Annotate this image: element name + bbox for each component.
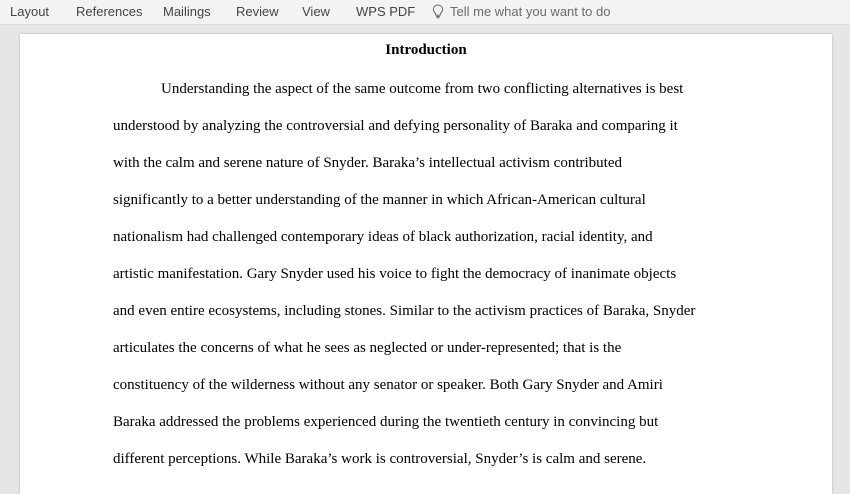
ribbon-tab-bar [0, 0, 850, 25]
paragraph-line: significantly to a better understanding of the manner in which African-American cultural [113, 192, 646, 208]
tab-view[interactable]: View [302, 4, 330, 19]
paragraph-line: Understanding the aspect of the same outcome from two conflicting alternatives is best [161, 81, 684, 97]
document-page[interactable] [20, 34, 832, 494]
paragraph-line: with the calm and serene nature of Snyder. Baraka’s intellectual activism contributed [113, 155, 622, 171]
paragraph-line: different perceptions. While Baraka’s work is controversial, Snyder’s is calm and serene. [113, 451, 647, 467]
paragraph-line: understood by analyzing the controversial and defying personality of Baraka and comparing it [113, 118, 678, 134]
paragraph-line: constituency of the wilderness without any senator or speaker. Both Gary Snyder and Amiri [113, 377, 663, 393]
body-paragraph [113, 75, 773, 482]
paragraph-line: Baraka addressed the problems experienced during the twentieth century in convincing but [113, 414, 659, 430]
paragraph-line: artistic manifestation. Gary Snyder used his voice to fight the democracy of inanimate objects [113, 266, 677, 282]
tell-me-search[interactable] [432, 4, 610, 19]
tab-references[interactable]: References [76, 4, 143, 19]
lightbulb-icon [432, 4, 444, 19]
paragraph-line: articulates the concerns of what he sees as neglected or under-represented; that is the [113, 340, 622, 356]
tab-review[interactable]: Review [236, 4, 279, 19]
paragraph-line: and even entire ecosystems, including stones. Similar to the activism practices of Baraka, Snyder [113, 303, 696, 319]
tell-me-placeholder: Tell me what you want to do [450, 4, 611, 19]
tab-mailings[interactable]: Mailings [163, 4, 211, 19]
paragraph-line: nationalism had challenged contemporary ideas of black authorization, racial identity, and [113, 229, 653, 245]
document-heading: Introduction [385, 42, 467, 58]
tab-layout[interactable]: Layout [10, 4, 50, 19]
tab-wps-pdf[interactable]: WPS PDF [356, 4, 416, 19]
